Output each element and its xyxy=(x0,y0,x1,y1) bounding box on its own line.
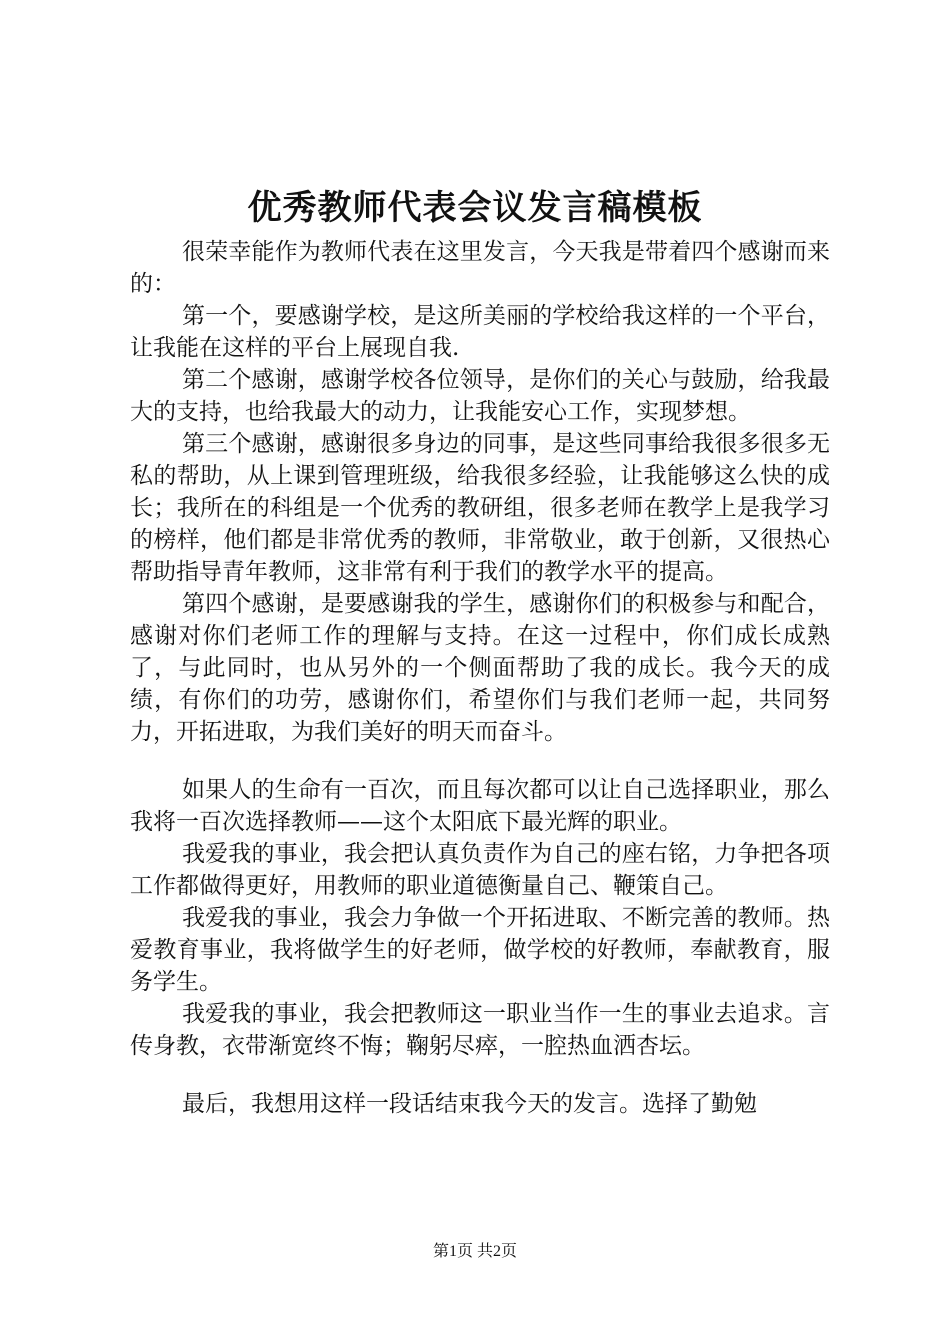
paragraph-thanks-students: 第四个感谢，是要感谢我的学生，感谢你们的积极参与和配合，感谢对你们老师工作的理解与支持。在这一过程中，你们成长成熟了，与此同时，也从另外的一个侧面帮助了我的成长。我今天的成绩，有你们的功劳，感谢你们，希望你们与我们老师一起，共同努力，开拓进取，为我们美好的明天而奋斗。 xyxy=(130,591,830,745)
paragraph-thanks-colleagues: 第三个感谢，感谢很多身边的同事，是这些同事给我很多很多无私的帮助，从上课到管理班级，给我很多经验，让我能够这么快的成长；我所在的科组是一个优秀的教研组，很多老师在教学上是我学习的榜样，他们都是非常优秀的教师，非常敬业，敢于创新，又很热心帮助指导青年教师，这非常有利于我们的教学水平的提高。 xyxy=(130,431,830,585)
paragraph-love-career-1: 我爱我的事业，我会把认真负责作为自己的座右铭，力争把各项工作都做得更好，用教师的职业道德衡量自己、鞭策自己。 xyxy=(130,841,830,899)
paragraph-thanks-school: 第一个，要感谢学校，是这所美丽的学校给我这样的一个平台，让我能在这样的平台上展现自我. xyxy=(130,303,830,361)
paragraph-closing: 最后，我想用这样一段话结束我今天的发言。选择了勤勉 xyxy=(182,1091,757,1117)
paragraph-thanks-leaders: 第二个感谢，感谢学校各位领导，是你们的关心与鼓励，给我最大的支持，也给我最大的动力，让我能安心工作，实现梦想。 xyxy=(130,367,830,425)
paragraph-intro: 很荣幸能作为教师代表在这里发言，今天我是带着四个感谢而来的： xyxy=(130,239,830,297)
document-body xyxy=(130,236,830,1120)
document-title: 优秀教师代表会议发言稿模板 xyxy=(247,188,703,228)
paragraph-career-choice: 如果人的生命有一百次，而且每次都可以让自己选择职业，那么我将一百次选择教师——这个太阳底下最光辉的职业。 xyxy=(130,777,830,835)
paragraph-love-career-3: 我爱我的事业，我会把教师这一职业当作一生的事业去追求。言传身教，衣带渐宽终不悔；鞠躬尽瘁，一腔热血洒杏坛。 xyxy=(130,1001,830,1059)
page-indicator: 第1页 共2页 xyxy=(432,1243,517,1260)
paragraph-love-career-2: 我爱我的事业，我会力争做一个开拓进取、不断完善的教师。热爱教育事业，我将做学生的好老师，做学校的好教师，奉献教育，服务学生。 xyxy=(130,905,830,995)
